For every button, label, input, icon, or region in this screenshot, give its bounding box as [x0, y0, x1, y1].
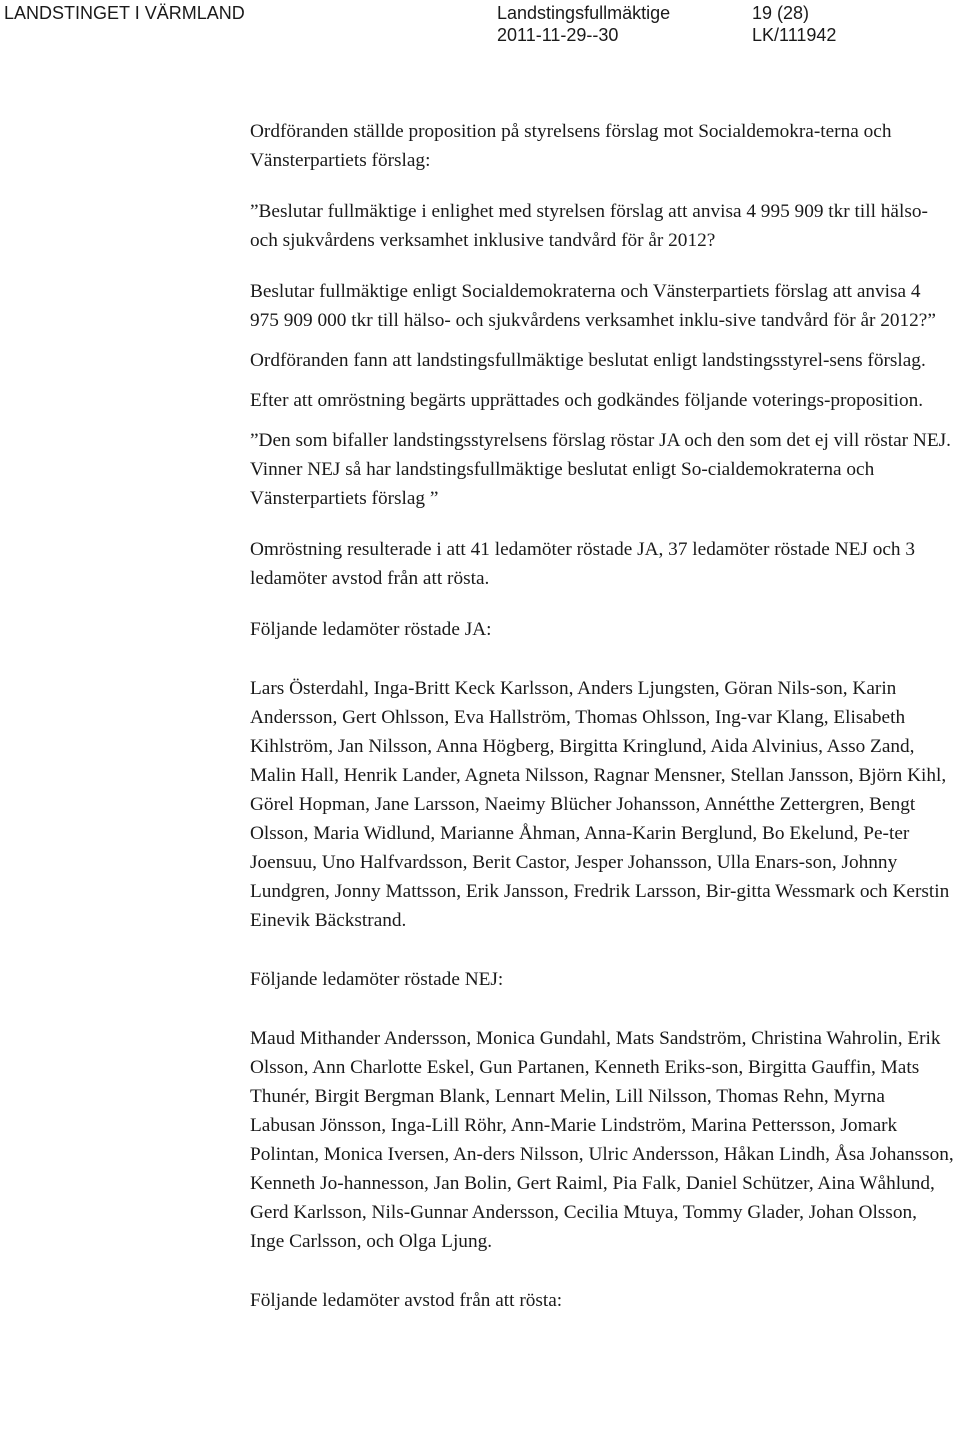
- heading-ja-votes: Följande ledamöter röstade JA:: [250, 619, 492, 640]
- paragraph-question-2: Beslutar fullmäktige enligt Socialdemokraterna och Vänsterpartiets förslag att anvisa 4 975 909 000 tkr till hälso- och sjukvårdens verksamhet inklu-sive tandvård för år 2012?”: [250, 281, 936, 331]
- paragraph-question-1: ”Beslutar fullmäktige i enlighet med styrelsen förslag att anvisa 4 995 909 tkr till hälso-och sjukvårdens verksamhet inklusive tandvård för år 2012?: [250, 201, 928, 251]
- header-organization: LANDSTINGET I VÄRMLAND: [4, 3, 245, 23]
- paragraph-vote-result: Omröstning resulterade i att 41 ledamöter röstade JA, 37 ledamöter röstade NEJ och 3 ledamöter avstod från att rösta.: [250, 539, 916, 589]
- header-body: Landstingsfullmäktige: [497, 3, 671, 23]
- header-reference: LK/111942: [752, 25, 837, 45]
- header-page-number: 19 (28): [752, 3, 810, 23]
- heading-nej-votes: Följande ledamöter röstade NEJ:: [250, 969, 504, 990]
- heading-abstain-votes: Följande ledamöter avstod från att rösta:: [250, 1290, 563, 1311]
- paragraph-proposition: Ordföranden ställde proposition på styrelsens förslag mot Socialdemokra-terna och Vänsterpartiets förslag:: [250, 121, 892, 171]
- paragraph-vote-proposition: ”Den som bifaller landstingsstyrelsens förslag röstar JA och den som det ej vill röstar NEJ. Vinner NEJ så har landstingsfullmäktige beslutat enligt So-cialdemokraterna och Vänsterpartiets förslag ”: [250, 430, 951, 509]
- paragraph-vote-request: Efter att omröstning begärts upprättades och godkändes följande voterings-proposition.: [250, 390, 924, 411]
- page-header: [0, 0, 960, 50]
- document-body: [250, 117, 954, 1315]
- list-nej-votes: Maud Mithander Andersson, Monica Gundahl, Mats Sandström, Christina Wahrolin, Erik Olsson, Ann Charlotte Eskel, Gun Partanen, Kenneth Eriks-son, Birgitta Gauffin, Mats Thunér, Birgit Bergman Blank, Lennart Melin, Lill Nilsson, Thomas Rehn, Myrna Labusan Jönsson, Inga-Lill Röhr, Ann-Marie Lindström, Marina Pettersson, Jomark Polintan, Monica Iversen, An-ders Nilsson, Ulric Andersson, Håkan Lindh, Åsa Johansson, Kenneth Jo-hannesson, Jan Bolin, Gert Raiml, Pia Falk, Daniel Schützer, Aina Wåhlund, Gerd Karlsson, Nils-Gunnar Andersson, Cecilia Mtuya, Tommy Glader, Johan Olsson, Inge Carlsson, och Olga Ljung.: [250, 1028, 954, 1252]
- paragraph-ruling: Ordföranden fann att landstingsfullmäktige beslutat enligt landstingsstyrel-sens förslag.: [250, 350, 926, 371]
- header-date: 2011-11-29--30: [497, 25, 619, 45]
- list-ja-votes: Lars Österdahl, Inga-Britt Keck Karlsson, Anders Ljungsten, Göran Nils-son, Karin Andersson, Gert Ohlsson, Eva Hallström, Thomas Ohlsson, Ing-var Klang, Elisabeth Kihlström, Jan Nilsson, Anna Högberg, Birgitta Kringlund, Aida Alvinius, Asso Zand, Malin Hall, Henrik Lander, Agneta Nilsson, Ragnar Mensner, Stellan Jansson, Björn Kihl, Görel Hopman, Jane Larsson, Naeimy Blücher Johansson, Annétthe Zettergren, Bengt Olsson, Maria Widlund, Marianne Åhman, Anna-Karin Berglund, Bo Ekelund, Pe-ter Joensuu, Uno Halfvardsson, Berit Castor, Jesper Johansson, Ulla Enars-son, Johnny Lundgren, Jonny Mattsson, Erik Jansson, Fredrik Larsson, Bir-gitta Wessmark och Kerstin Einevik Bäckstrand.: [250, 678, 950, 931]
